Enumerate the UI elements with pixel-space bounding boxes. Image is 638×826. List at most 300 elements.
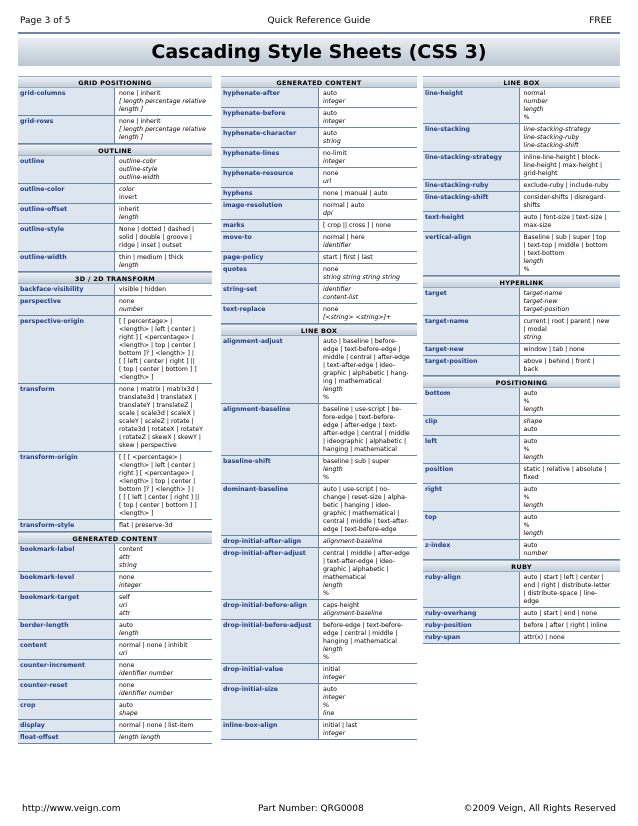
value-line: string [523, 334, 542, 341]
value-line: length [523, 454, 544, 461]
section-title: LINE BOX [423, 76, 620, 88]
property-row [221, 188, 417, 200]
property-row [423, 88, 620, 124]
property-row [18, 732, 212, 744]
footer-part-number: Part Number: QRG0008 [258, 804, 364, 814]
value-line: none | inherit [119, 118, 161, 125]
property-values [319, 168, 417, 187]
column-middle [221, 76, 417, 740]
value-line: <length> | left | center | [119, 462, 196, 469]
value-line: % [523, 522, 530, 529]
property-row [423, 464, 620, 484]
value-line: length [523, 406, 544, 413]
property-values [319, 188, 417, 199]
value-line: identifier number [119, 670, 173, 677]
value-line: <length> | top | center | [119, 478, 196, 485]
property-name: outline-offset [18, 204, 115, 223]
property-row [18, 88, 212, 116]
property-values [520, 316, 620, 343]
value-line: shape [523, 418, 543, 425]
value-line: current | root | parent | new [523, 318, 610, 325]
property-values [520, 88, 620, 123]
value-line: integer [119, 582, 142, 589]
property-row [18, 452, 212, 520]
property-row [423, 388, 620, 416]
property-values [520, 288, 620, 315]
property-name: outline-width [18, 252, 115, 271]
value-line: [ length percentage relative [119, 98, 206, 105]
value-line: auto [523, 486, 538, 493]
property-row [18, 592, 212, 620]
value-line: dpi [323, 210, 333, 217]
property-row [221, 220, 417, 232]
property-row [221, 336, 417, 404]
property-values [520, 212, 620, 231]
property-row [18, 660, 212, 680]
value-line: attr [119, 554, 131, 561]
value-line: [ [ [ left | center | right ] || [119, 494, 200, 501]
property-name: hyphenate-lines [221, 148, 319, 167]
value-line: auto [523, 542, 538, 549]
value-line: % [323, 702, 329, 709]
value-line: integer [323, 118, 346, 125]
property-name: border-length [18, 620, 115, 639]
value-line: none [119, 662, 135, 669]
property-values [520, 436, 620, 463]
value-line: length [119, 262, 139, 269]
property-name: transform [18, 384, 115, 451]
value-line: integer [323, 158, 346, 165]
value-line: fore-edge | text-before- [323, 414, 396, 421]
value-line: fixed [523, 474, 539, 481]
value-line: outline-style [119, 166, 158, 173]
property-values [520, 192, 620, 211]
property-name: move-to [221, 232, 319, 251]
value-line: central | middle | after-edge [323, 550, 410, 557]
property-values [319, 336, 417, 403]
property-values [319, 200, 417, 219]
section-title: RUBY [423, 560, 620, 572]
property-values [115, 116, 212, 143]
property-name: baseline-shift [221, 456, 319, 483]
property-values [520, 232, 620, 275]
value-line: none | manual | auto [323, 190, 388, 197]
property-row [221, 600, 417, 620]
property-row [18, 184, 212, 204]
property-row [221, 304, 417, 324]
property-name: hyphenate-before [221, 108, 319, 127]
value-line: skew | perspective [119, 442, 177, 449]
property-name: dominant-baseline [221, 484, 319, 535]
property-name: target-name [423, 316, 520, 343]
value-line: length [323, 386, 343, 393]
property-name: bookmark-target [18, 592, 115, 619]
value-line: line-stacking-strategy [523, 126, 591, 133]
property-name: hyphenate-resource [221, 168, 319, 187]
property-values [319, 88, 417, 107]
value-line: number [523, 98, 548, 105]
value-line: shape [119, 710, 138, 717]
value-line: auto [523, 390, 538, 397]
property-row [221, 200, 417, 220]
value-line: integer [323, 694, 346, 701]
property-values [115, 184, 212, 203]
value-line: number [523, 550, 548, 557]
value-line: normal | none | inhibit [119, 642, 188, 649]
value-line: none [323, 266, 339, 273]
property-values [319, 148, 417, 167]
property-row [18, 116, 212, 144]
value-line: integer [323, 730, 346, 737]
value-line: % [523, 494, 530, 501]
value-line: uri [119, 602, 128, 609]
value-line: auto [119, 622, 133, 629]
value-line: [<string> <string>]+ [323, 314, 392, 321]
value-line: identifier number [119, 690, 173, 697]
property-values [115, 88, 212, 115]
property-row [221, 128, 417, 148]
property-row [18, 224, 212, 252]
value-line: central | middle | text-after- [323, 518, 409, 525]
property-values [319, 664, 417, 683]
value-line: auto [523, 438, 538, 445]
value-line: auto [323, 686, 337, 693]
property-row [423, 512, 620, 540]
property-name: bottom [423, 388, 520, 415]
property-values [319, 232, 417, 251]
value-line: | text-bottom [523, 250, 565, 257]
property-row [18, 284, 212, 296]
value-line: auto | start | end | none [523, 610, 597, 617]
value-line: [ [ percentage> | [119, 318, 173, 325]
property-name: top [423, 512, 520, 539]
property-values [115, 544, 212, 571]
property-name: left [423, 436, 520, 463]
property-values [115, 224, 212, 251]
property-row [18, 520, 212, 532]
property-values [115, 296, 212, 315]
property-values [520, 356, 620, 375]
property-name: alignment-adjust [221, 336, 319, 403]
property-values [115, 384, 212, 451]
property-row [18, 156, 212, 184]
property-name: drop-initial-value [221, 664, 319, 683]
property-row [221, 536, 417, 548]
property-row [221, 620, 417, 664]
property-row [423, 316, 620, 344]
property-name: ruby-position [423, 620, 520, 631]
value-line: line [323, 710, 335, 717]
value-line: [ top | center | bottom ] ] [119, 366, 197, 373]
value-line: % [323, 474, 329, 481]
section-positioning [423, 376, 620, 560]
guide-label: Quick Reference Guide [267, 16, 371, 26]
property-row [18, 572, 212, 592]
value-line: scale | scale3d | scaleX | [119, 410, 196, 417]
section-outline [18, 144, 212, 272]
value-line: consider-shifts | disregard- [523, 194, 606, 201]
title-banner [18, 38, 620, 66]
value-line: after-edge | central | middle [323, 430, 410, 437]
value-line: % [523, 114, 530, 121]
section-grid-positioning [18, 76, 212, 144]
value-line: none [323, 306, 339, 313]
value-line: uri [119, 650, 128, 657]
value-line: % [323, 394, 329, 401]
property-name: inline-box-align [221, 720, 319, 739]
value-line: integer [323, 98, 346, 105]
property-name: string-set [221, 284, 319, 303]
value-line: right ] [ <percentage> | [119, 470, 194, 477]
value-line: % [523, 266, 530, 273]
section-ruby [423, 560, 620, 644]
value-line: content [119, 546, 143, 553]
property-name: text-height [423, 212, 520, 231]
property-row [18, 544, 212, 572]
price-label: FREE [589, 16, 612, 26]
value-line: identifier [323, 286, 351, 293]
property-values [115, 252, 212, 271]
property-name: drop-initial-before-align [221, 600, 319, 619]
property-name: line-stacking-strategy [423, 152, 520, 179]
value-line: | text-after-edge | ideo- [323, 362, 396, 369]
value-line: change | reset-size | alpha- [323, 494, 408, 501]
property-name: outline-style [18, 224, 115, 251]
property-name: perspective [18, 296, 115, 315]
property-row [18, 296, 212, 316]
value-line: initial | last [323, 722, 358, 729]
property-name: outline [18, 156, 115, 183]
property-values [319, 600, 417, 619]
property-row [18, 620, 212, 640]
property-name: line-stacking-shift [423, 192, 520, 211]
property-name: line-stacking-ruby [423, 180, 520, 191]
property-values [115, 284, 212, 295]
property-row [423, 540, 620, 560]
value-line: none [119, 574, 135, 581]
property-values [115, 700, 212, 719]
value-line: ridge | inset | outset [119, 242, 182, 249]
property-name: target [423, 288, 520, 315]
value-line: <length> | left | center | [119, 326, 196, 333]
value-line: length [119, 214, 139, 221]
property-row [423, 608, 620, 620]
value-line: length [523, 106, 544, 113]
value-line: auto [523, 426, 538, 433]
value-line: no-limit [323, 150, 347, 157]
header-divider [18, 32, 620, 34]
value-line: self [119, 594, 130, 601]
value-line: inline-line-height | block- [523, 154, 601, 161]
column-right [423, 76, 620, 644]
property-name: content [18, 640, 115, 659]
value-line: graphic | alphabetic | hang- [323, 370, 409, 377]
value-line: alignment-baseline [323, 538, 383, 545]
value-line: before-edge | text-before- [323, 622, 404, 629]
value-line: normal | auto [323, 202, 365, 209]
value-line: betic | hanging | ideo- [323, 502, 392, 509]
value-line: auto | use-script | no- [323, 486, 390, 493]
property-values [319, 620, 417, 663]
property-values [319, 536, 417, 547]
value-line: length [323, 582, 343, 589]
property-values [115, 452, 212, 519]
property-values [520, 512, 620, 539]
value-line: auto [323, 130, 337, 137]
value-line: graphic | mathematical | [323, 510, 400, 517]
property-name: drop-initial-before-adjust [221, 620, 319, 663]
property-values [520, 152, 620, 179]
property-name: outline-color [18, 184, 115, 203]
property-row [423, 212, 620, 232]
property-name: drop-initial-after-align [221, 536, 319, 547]
property-values [319, 220, 417, 231]
value-line: inherit [119, 206, 140, 213]
value-line: graphic | alphabetic | [323, 566, 389, 573]
value-line: edge | after-edge | text- [323, 422, 397, 429]
property-row [18, 204, 212, 224]
value-line: auto [119, 702, 133, 709]
property-name: hyphenate-after [221, 88, 319, 107]
value-line: baseline | sub | super [323, 458, 390, 465]
section-title: POSITIONING [423, 376, 620, 388]
value-line: % [523, 398, 530, 405]
section-line-box [423, 76, 620, 276]
property-values [319, 304, 417, 323]
section-title: OUTLINE [18, 144, 212, 156]
value-line: auto | font-size | text-size | [523, 214, 607, 221]
property-row [423, 152, 620, 180]
value-line: bottom ]? ] <length> ] | [119, 350, 194, 357]
value-line: length [323, 646, 343, 653]
property-values [520, 484, 620, 511]
property-values [520, 632, 620, 643]
section-title: 3D / 2D TRANSFORM [18, 272, 212, 284]
property-row [18, 384, 212, 452]
property-values [115, 660, 212, 679]
property-name: ruby-align [423, 572, 520, 607]
property-name: ruby-span [423, 632, 520, 643]
property-row [423, 632, 620, 644]
value-line: flat | preserve-3d [119, 522, 173, 529]
value-line: right ] [ <percentage> | [119, 334, 194, 341]
section-generated-content [221, 76, 417, 324]
property-values [319, 720, 417, 739]
property-name: drop-initial-size [221, 684, 319, 719]
value-line: target-position [523, 306, 570, 313]
property-name: target-new [423, 344, 520, 355]
property-name: image-resolution [221, 200, 319, 219]
property-name: hyphenate-character [221, 128, 319, 147]
property-name: vertical-align [423, 232, 520, 275]
section-title: GRID POSITIONING [18, 76, 212, 88]
property-row [423, 232, 620, 276]
value-line: normal [523, 90, 546, 97]
value-line: length length [119, 734, 161, 741]
value-line: color [119, 186, 135, 193]
property-row [221, 664, 417, 684]
value-line: edge | text-before-edge | [323, 346, 401, 353]
value-line: string string string string [323, 274, 400, 281]
value-line: auto [523, 514, 538, 521]
property-values [319, 484, 417, 535]
property-name: counter-reset [18, 680, 115, 699]
property-row [221, 252, 417, 264]
value-line: caps-height [323, 602, 360, 609]
value-line: auto [323, 90, 337, 97]
value-line: [ [ [ <percentage> | [119, 454, 182, 461]
property-row [18, 316, 212, 384]
property-values [520, 180, 620, 191]
property-row [221, 484, 417, 536]
value-line: normal | here [323, 234, 365, 241]
value-line: none | inherit [119, 90, 161, 97]
property-values [520, 124, 620, 151]
value-line: length [119, 630, 139, 637]
value-line: length [523, 258, 544, 265]
property-name: right [423, 484, 520, 511]
value-line: Baseline | sub | super | top [523, 234, 607, 241]
value-line: outline-cobr [119, 158, 157, 165]
property-values [319, 252, 417, 263]
property-values [319, 284, 417, 303]
property-values [319, 108, 417, 127]
value-line: | distribute-space | line- [523, 590, 598, 597]
property-name: text-replace [221, 304, 319, 323]
value-line: middle | central | after-edge [323, 354, 410, 361]
value-line: line-stacking-ruby [523, 134, 580, 141]
value-line: hanging | mathematical [323, 446, 397, 453]
value-line: % [323, 654, 329, 661]
property-values [319, 456, 417, 483]
property-values [115, 316, 212, 383]
property-row [423, 620, 620, 632]
property-row [423, 344, 620, 356]
value-line: edge | central | middle | [323, 630, 398, 637]
property-name: ruby-overhang [423, 608, 520, 619]
property-row [423, 436, 620, 464]
property-row [18, 640, 212, 660]
value-line: string [119, 562, 137, 569]
property-values [520, 344, 620, 355]
value-line: % [523, 446, 530, 453]
value-line: target-new [523, 298, 558, 305]
section-hyperlink [423, 276, 620, 376]
property-row [423, 356, 620, 376]
value-line: scaleY | scaleZ | rotate | [119, 418, 194, 425]
property-row [221, 548, 417, 600]
section-title: HYPERLINK [423, 276, 620, 288]
value-line: edge [523, 598, 539, 605]
property-name: position [423, 464, 520, 483]
property-row [221, 88, 417, 108]
value-line: rotate3d | rotateX | rotateY [119, 426, 203, 433]
value-line: attr(x) | none [523, 634, 565, 641]
footer-url[interactable]: http://www.veign.com [22, 804, 121, 814]
property-values [115, 680, 212, 699]
property-values [319, 128, 417, 147]
property-row [18, 700, 212, 720]
property-name: grid-rows [18, 116, 115, 143]
property-values [520, 572, 620, 607]
value-line: visible | hidden [119, 286, 167, 293]
value-line: back [523, 366, 539, 373]
value-line: static | relative | absolute | [523, 466, 607, 473]
property-name: float-offset [18, 732, 115, 743]
value-line: thin | medium | thick [119, 254, 184, 261]
property-row [423, 572, 620, 608]
property-values [520, 464, 620, 483]
